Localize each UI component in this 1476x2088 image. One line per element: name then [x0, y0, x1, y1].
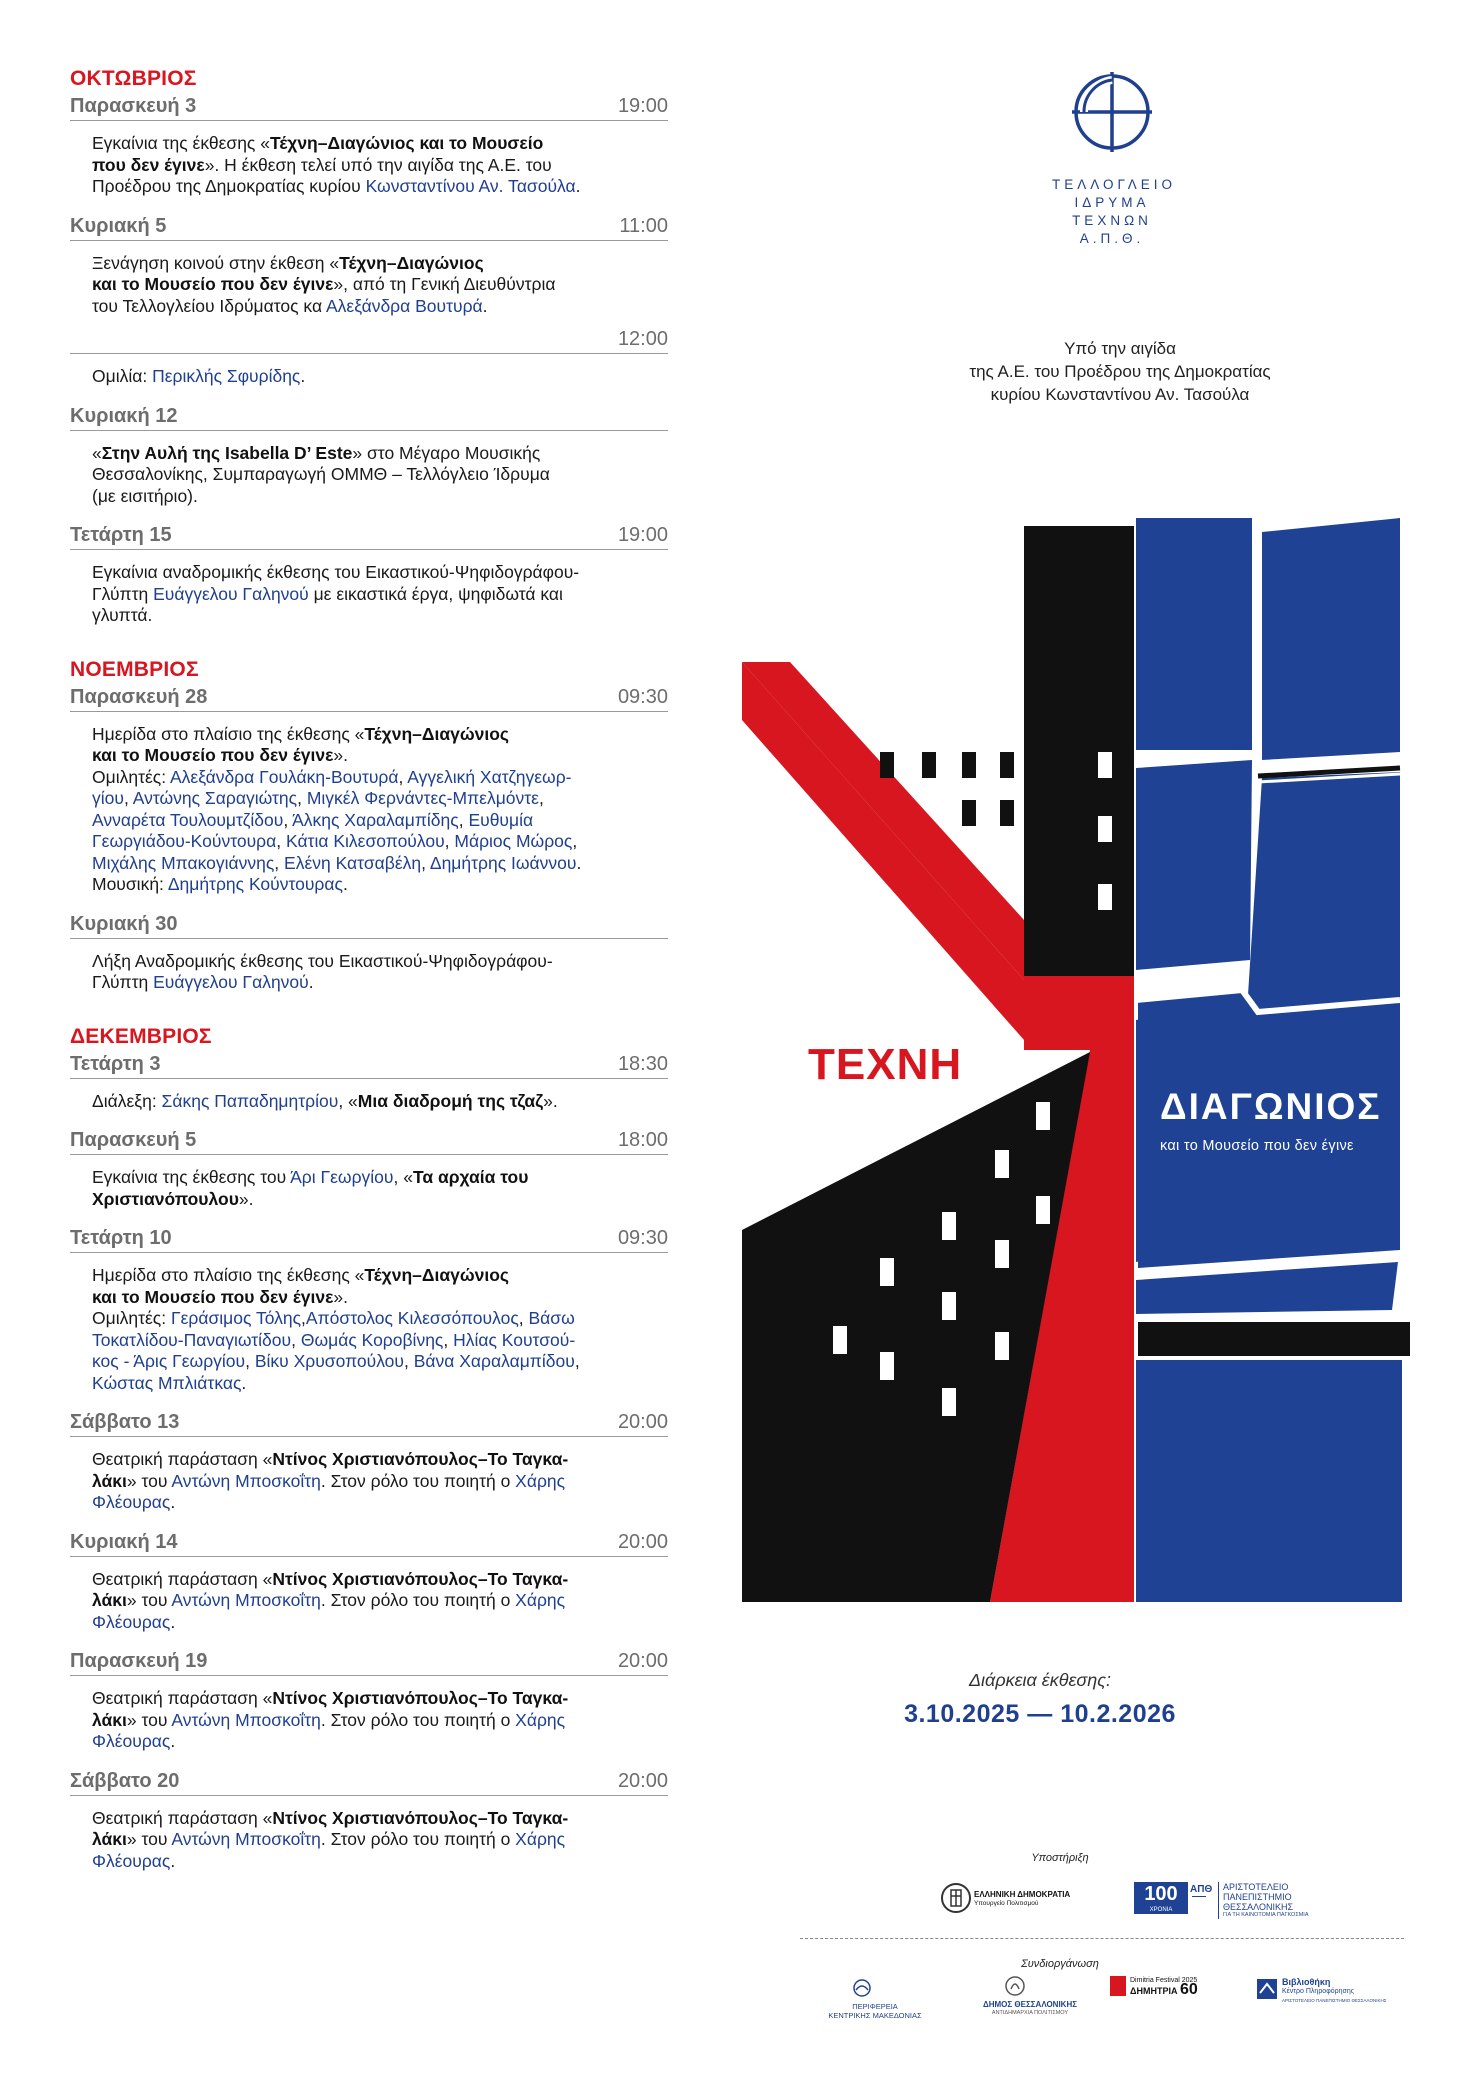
divider-dashed: [800, 1938, 1404, 1939]
event-day: Κυριακή 5: [70, 214, 167, 237]
event-time: 09:30: [617, 1227, 668, 1249]
event-time: 20:00: [617, 1769, 668, 1792]
aegis-text: Υπό την αιγίδα της Α.Ε. του Προέδρου της Δημοκρατίας κυρίου Κωνσταντίνου Αν. Τασούλα: [969, 339, 1271, 404]
event-time: 09:30: [617, 685, 668, 708]
event-day: Παρασκευή 5: [70, 1129, 197, 1151]
event-date-row: [70, 92, 668, 121]
event-date-row: [70, 1647, 668, 1676]
event-entry: [70, 521, 668, 627]
auth-apo-logo: ΑΠΘ: [1190, 1884, 1213, 1895]
event-entry: [70, 92, 668, 198]
dimitria-mark-icon: [1110, 1976, 1126, 1996]
municipality-logo: ΔΗΜΟΣ ΘΕΣΣΑΛΟΝΙΚΗΣ ΑΝΤΙΔΗΜΑΡΧΙΑ ΠΟΛΙΤΙΣΜΟΥ: [982, 2000, 1078, 2016]
event-date-row: [70, 1528, 668, 1557]
event-time: 18:30: [617, 1052, 668, 1075]
event-date-row: [70, 910, 668, 939]
month-heading: ΟΚΤΩΒΡΙΟΣ: [70, 67, 197, 90]
event-date-row: [70, 1767, 668, 1796]
event-entry: [70, 683, 668, 896]
event-description: Λήξη Αναδρομικής έκθεσης του Εικαστικού-Ψηφιδογράφου- Γλύπτη Ευάγγελου Γαληνού.: [92, 950, 553, 992]
event-entry: [70, 1050, 668, 1113]
event-day: Τετάρτη 3: [70, 1052, 161, 1075]
foundation-name: ΤΕΛΛΟΓΛΕΙΟ ΙΔΡΥΜΑ ΤΕΧΝΩΝ Α.Π.Θ.: [1052, 177, 1176, 246]
poster-word-diagonios: ΔΙΑΓΩΝΙΟΣ: [1160, 1086, 1382, 1127]
poster-word-techni: ΤΕΧΝΗ: [808, 1040, 963, 1089]
month-heading: ΔΕΚΕΜΒΡΙΟΣ: [70, 1024, 212, 1048]
event-entry: [70, 1528, 668, 1634]
poster-subtitle: και το Μουσείο που δεν έγινε: [1160, 1138, 1354, 1154]
event-day: Σάββατο 20: [70, 1769, 180, 1792]
coorganization-label: Συνδιοργάνωση: [1021, 1958, 1099, 1970]
event-entry: [70, 1126, 668, 1210]
event-day: Τετάρτη 15: [70, 524, 172, 546]
event-date-row: [70, 1224, 668, 1253]
event-description: Εγκαίνια της έκθεσης του Άρι Γεωργίου, «Τα αρχαία του Χριστιανόπουλου».: [92, 1167, 529, 1209]
event-entry: [70, 212, 668, 388]
event-description: Εγκαίνια της έκθεσης «Τέχνη–Διαγώνιος και το Μουσείο που δεν έγινε». Η έκθεση τελεί υπό την αιγίδα της Α.Ε. του Προέδρου της Δημοκρατίας κυρίου Κωνσταντίνου Αν. Τασούλα.: [92, 133, 581, 196]
event-extra-description: Ομιλία: Περικλής Σφυρίδης.: [92, 366, 306, 386]
event-description: Ξενάγηση κοινού στην έκθεση «Τέχνη–Διαγώνιος και το Μουσείο που δεν έγινε», από τη Γενική Διευθύντρια του Τελλογλείου Ιδρύματος κα Αλεξάνδρα Βουτυρά.: [92, 252, 556, 316]
teloglion-logo-icon: [1072, 72, 1152, 152]
event-description: Διάλεξη: Σάκης Παπαδημητρίου, «Μια διαδρομή της τζαζ».: [92, 1090, 558, 1111]
event-date-row: [70, 1126, 668, 1155]
event-time: 11:00: [619, 214, 668, 237]
event-entry: [70, 1647, 668, 1753]
event-time: 20:00: [617, 1530, 668, 1553]
event-date-row: [70, 212, 668, 241]
month-heading: ΝΟΕΜΒΡΙΟΣ: [70, 657, 199, 681]
event-description: «Στην Αυλή της Isabella D’ Este» στο Μέγαρο Μουσικής Θεσσαλονίκης, Συμπαραγωγή ΟΜΜΘ – Τελλόγλειο Ίδρυμα (με εισιτήριο).: [92, 442, 550, 506]
event-date-row: [70, 683, 668, 712]
event-day: Τετάρτη 10: [70, 1227, 172, 1249]
hellenic-republic-logo: ΕΛΛΗΝΙΚΗ ΔΗΜΟΚΡΑΤΙΑ Υπουργείο Πολιτισμού: [974, 1890, 1071, 1907]
dimitria-logo: Dimitria Festival 2025 ΔΗΜΗΤΡΙΑ 60: [1130, 1977, 1198, 1998]
event-day: Παρασκευή 3: [70, 95, 197, 117]
event-time: 19:00: [617, 524, 668, 546]
event-time: 19:00: [617, 95, 668, 117]
auth-divider: [1192, 1896, 1206, 1897]
library-logo: Βιβλιοθήκη Κέντρο Πληροφόρησης ΑΡΙΣΤΟΤΕΛΕΙΟ ΠΑΝΕΠΙΣΤΗΜΙΟ ΘΕΣΣΑΛΟΝΙΚΗΣ: [1282, 1977, 1387, 2003]
region-logo-icon: [850, 1978, 874, 1998]
event-description: Θεατρική παράσταση «Ντίνος Χριστιανόπουλος–Το Ταγκα- λάκι» του Αντώνη Μποσκοΐτη. Στον ρόλο του ποιητή ο Χάρης Φλέουρας.: [92, 1449, 569, 1512]
support-label: Υποστήριξη: [1031, 1852, 1089, 1864]
event-description: Θεατρική παράσταση «Ντίνος Χριστιανόπουλος–Το Ταγκα- λάκι» του Αντώνη Μποσκοΐτη. Στον ρόλο του ποιητή ο Χάρης Φλέουρας.: [92, 1568, 569, 1632]
event-extra-time-row: [70, 325, 668, 354]
event-description: Ημερίδα στο πλαίσιο της έκθεσης «Τέχνη–Διαγώνιος και το Μουσείο που δεν έγινε». Ομιλητές: Αλεξάνδρα Γουλάκη-Βουτυρά, Αγγελική Χατζηγεωρ- γίου, Αντώνης Σαραγιώτης, Μιγκέλ Φερνάντες-Μπελμόντε, Ανναρέτα Τουλουμτζίδου, Άλκης Χαραλαμπίδης, Ευθυμία Γεωργιάδου-Κούντουρα, Κάτια Κιλεσοπούλου, Μάριος Μώρος, Μιχάλης Μπακογιάννης, Ελένη Κατσαβέλη, Δημήτρης Ιωάννου. Μουσική: Δημήτρης Κούντουρας.: [92, 723, 582, 894]
auth-100-badge: 100 ΧΡΟΝΙΑ: [1134, 1882, 1188, 1914]
event-day: Κυριακή 12: [70, 404, 178, 427]
region-logo: ΠΕΡΙΦΕΡΕΙΑ ΚΕΝΤΡΙΚΗΣ ΜΑΚΕΔΟΝΙΑΣ: [828, 2002, 922, 2020]
event-description: Εγκαίνια αναδρομικής έκθεσης του Εικαστικού-Ψηφιδογράφου- Γλύπτη Ευάγγελου Γαληνού με εικαστικά έργα, ψηφιδωτά και γλυπτά.: [92, 562, 580, 625]
event-entry: [70, 1408, 668, 1514]
greek-emblem-icon: [940, 1882, 972, 1914]
event-entry: [70, 910, 668, 994]
duration-dates: 3.10.2025 — 10.2.2026: [904, 1700, 1176, 1728]
event-description: Θεατρική παράσταση «Ντίνος Χριστιανόπουλος–Το Ταγκα- λάκι» του Αντώνη Μποσκοΐτη. Στον ρόλο του ποιητή ο Χάρης Φλέουρας.: [92, 1807, 569, 1871]
duration-label: Διάρκεια έκθεσης:: [968, 1670, 1111, 1690]
event-date-row: [70, 402, 668, 431]
library-logo-icon: [1256, 1978, 1278, 2000]
auth-logo: ΑΡΙΣΤΟΤΕΛΕΙΟ ΠΑΝΕΠΙΣΤΗΜΙΟ ΘΕΣΣΑΛΟΝΙΚΗΣ ΓΙΑ ΤΗ ΚΑΙΝΟΤΟΜΙΑ ΠΑΓΚΟΣΜΙΑ: [1218, 1882, 1319, 1919]
event-entry: [70, 1224, 668, 1394]
event-time: 20:00: [617, 1411, 668, 1433]
event-entry: [70, 1767, 668, 1873]
event-date-row: [70, 1050, 668, 1079]
event-date-row: [70, 521, 668, 550]
event-extra-time: 12:00: [617, 328, 668, 350]
event-description: Θεατρική παράσταση «Ντίνος Χριστιανόπουλος–Το Ταγκα- λάκι» του Αντώνη Μποσκοΐτη. Στον ρόλο του ποιητή ο Χάρης Φλέουρας.: [92, 1688, 569, 1751]
event-day: Κυριακή 14: [70, 1530, 178, 1553]
municipality-logo-icon: [1004, 1974, 1026, 1998]
programme-list: [70, 66, 668, 1886]
event-day: Παρασκευή 19: [70, 1650, 208, 1672]
event-day: Σάββατο 13: [70, 1411, 180, 1433]
event-day: Κυριακή 30: [70, 912, 178, 935]
event-time: 20:00: [617, 1650, 668, 1672]
event-description: Ημερίδα στο πλαίσιο της έκθεσης «Τέχνη–Διαγώνιος και το Μουσείο που δεν έγινε». Ομιλητές: Γεράσιμος Τόλης,Απόστολος Κιλεσσόπουλος, Βάσω Τοκατλίδου-Παναγιωτίδου, Θωμάς Κοροβίνης, Ηλίας Κουτσού- κος - Άρις Γεωργίου, Βίκυ Χρυσοπούλου, Βάνα Χαραλαμπίδου, Κώστας Μπλιάτκας.: [92, 1265, 580, 1393]
event-entry: [70, 402, 668, 508]
event-day: Παρασκευή 28: [70, 685, 208, 708]
event-time: 18:00: [617, 1129, 668, 1151]
event-date-row: [70, 1408, 668, 1437]
